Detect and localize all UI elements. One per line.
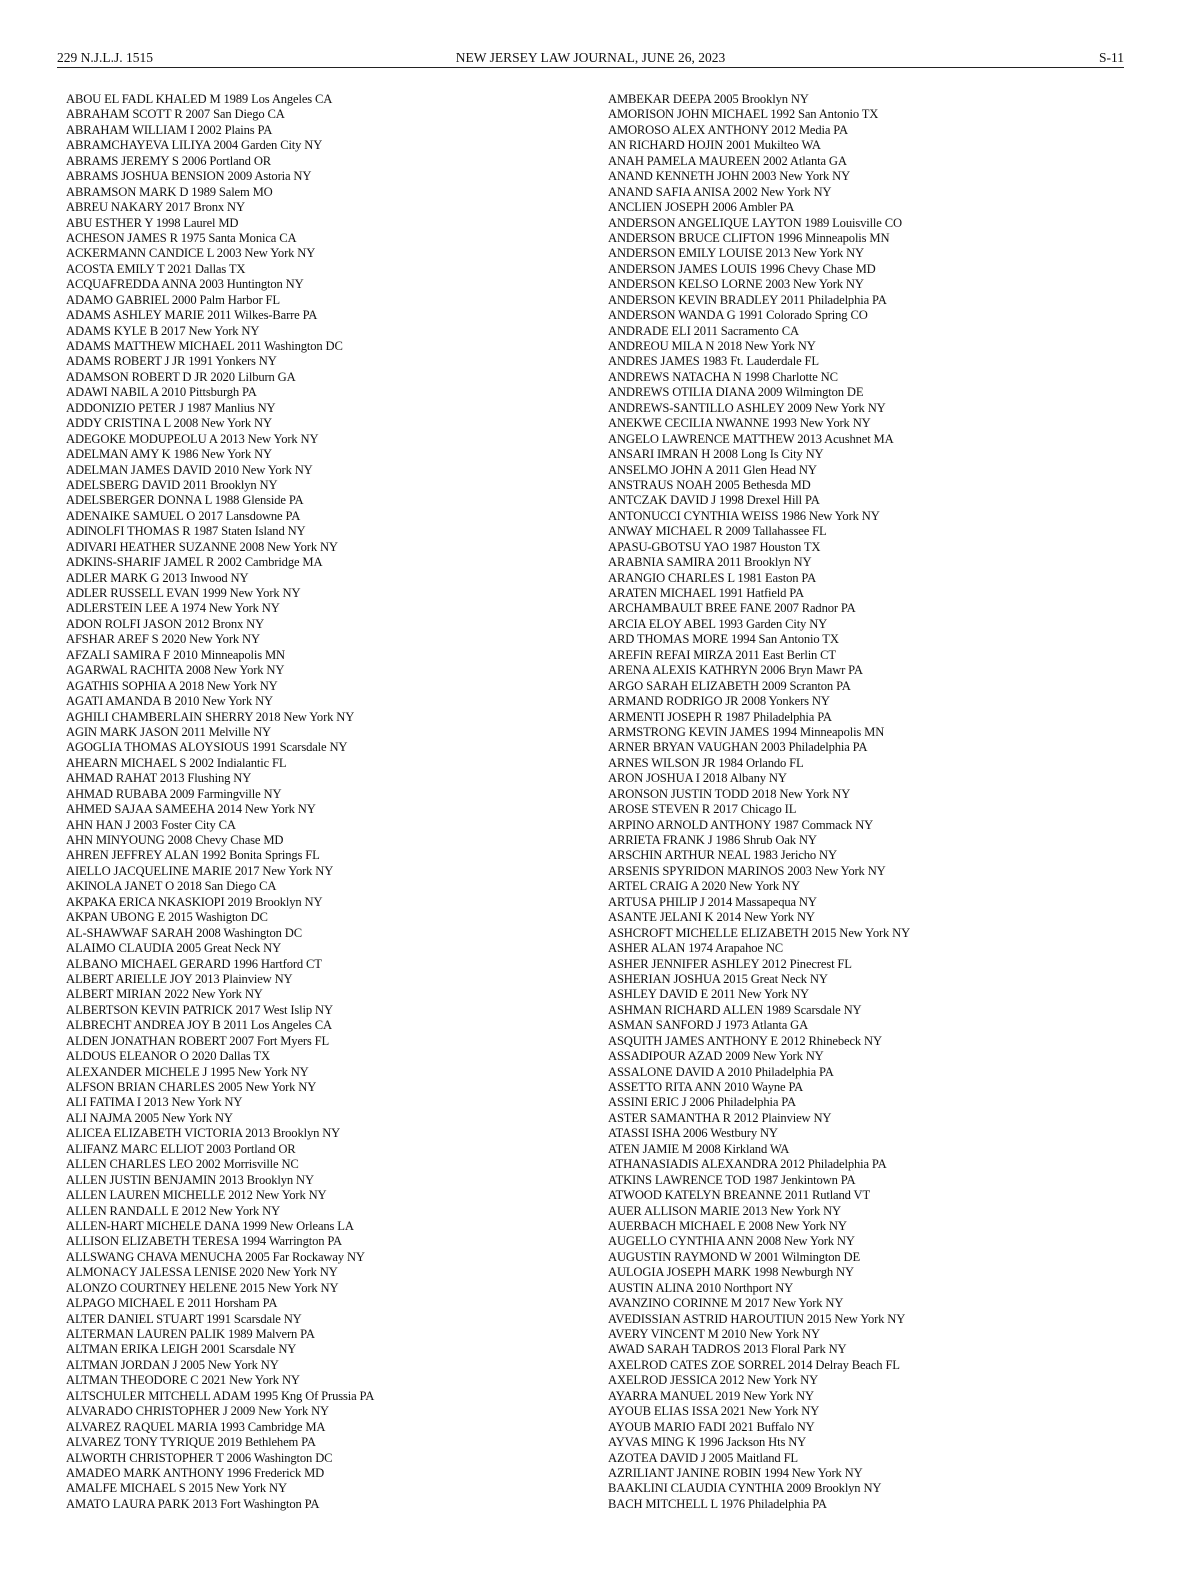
list-item: AIELLO JACQUELINE MARIE 2017 New York NY bbox=[66, 863, 334, 878]
list-item: AHEARN MICHAEL S 2002 Indialantic FL bbox=[66, 755, 287, 770]
list-item: ALTERMAN LAUREN PALIK 1989 Malvern PA bbox=[66, 1327, 315, 1341]
list-item: ALI FATIMA I 2013 New York NY bbox=[66, 1095, 243, 1110]
left-column-list bbox=[66, 92, 566, 1512]
list-item: ADAWI NABIL A 2010 Pittsburgh PA bbox=[66, 385, 257, 400]
list-item: ABRAMSON MARK D 1989 Salem MO bbox=[66, 184, 273, 199]
list-item: AYVAS MING K 1996 Jackson Hts NY bbox=[608, 1435, 807, 1450]
list-item: AYOUB MARIO FADI 2021 Buffalo NY bbox=[608, 1419, 815, 1434]
list-item: ARNES WILSON JR 1984 Orlando FL bbox=[608, 755, 804, 770]
list-item: ASQUITH JAMES ANTHONY E 2012 Rhinebeck NY bbox=[608, 1033, 882, 1048]
list-item: ABU ESTHER Y 1998 Laurel MD bbox=[66, 215, 239, 230]
publication-title: NEW JERSEY LAW JOURNAL, JUNE 26, 2023 bbox=[455, 50, 726, 65]
list-item: ASSINI ERIC J 2006 Philadelphia PA bbox=[608, 1095, 796, 1110]
list-item: ALDEN JONATHAN ROBERT 2007 Fort Myers FL bbox=[66, 1033, 330, 1048]
list-item: ARGO SARAH ELIZABETH 2009 Scranton PA bbox=[608, 678, 851, 693]
list-item: ADAMS ASHLEY MARIE 2011 Wilkes-Barre PA bbox=[66, 308, 318, 323]
list-item: AGOGLIA THOMAS ALOYSIOUS 1991 Scarsdale NY bbox=[66, 740, 348, 755]
list-item: AZRILIANT JANINE ROBIN 1994 New York NY bbox=[608, 1465, 863, 1480]
list-item: ALTMAN THEODORE C 2021 New York NY bbox=[66, 1373, 300, 1388]
list-item: BACH MITCHELL L 1976 Philadelphia PA bbox=[608, 1496, 827, 1511]
list-item: ANDREWS-SANTILLO ASHLEY 2009 New York NY bbox=[608, 400, 886, 415]
list-item: AUGELLO CYNTHIA ANN 2008 New York NY bbox=[608, 1234, 855, 1249]
list-item: ALBRECHT ANDREA JOY B 2011 Los Angeles CA bbox=[66, 1018, 332, 1033]
list-item: ASANTE JELANI K 2014 New York NY bbox=[608, 910, 815, 925]
list-item: ARCHAMBAULT BREE FANE 2007 Radnor PA bbox=[608, 601, 856, 616]
list-item: AKPAKA ERICA NKASKIOPI 2019 Brooklyn NY bbox=[66, 894, 323, 909]
list-item: ARMENTI JOSEPH R 1987 Philadelphia PA bbox=[608, 709, 832, 724]
list-item: ALTSCHULER MITCHELL ADAM 1995 Kng Of Prussia PA bbox=[66, 1388, 375, 1403]
list-item: ADINOLFI THOMAS R 1987 Staten Island NY bbox=[66, 524, 306, 539]
list-item: ALI NAJMA 2005 New York NY bbox=[66, 1110, 233, 1125]
list-item: ARSCHIN ARTHUR NEAL 1983 Jericho NY bbox=[608, 848, 837, 863]
list-item: ANWAY MICHAEL R 2009 Tallahassee FL bbox=[608, 524, 827, 539]
list-item: AXELROD CATES ZOE SORREL 2014 Delray Beach FL bbox=[608, 1357, 900, 1372]
list-item: ATASSI ISHA 2006 Westbury NY bbox=[608, 1126, 778, 1141]
list-item: ANDERSON WANDA G 1991 Colorado Spring CO bbox=[608, 308, 868, 323]
list-item: ASSADIPOUR AZAD 2009 New York NY bbox=[608, 1049, 824, 1064]
list-item: ALBERT MIRIAN 2022 New York NY bbox=[66, 987, 263, 1002]
list-item: ALMONACY JALESSA LENISE 2020 New York NY bbox=[66, 1265, 338, 1280]
page-header bbox=[57, 49, 1124, 68]
list-item: ABRAMCHAYEVA LILIYA 2004 Garden City NY bbox=[66, 138, 323, 153]
list-item: ANDERSON ANGELIQUE LAYTON 1989 Louisville CO bbox=[608, 215, 902, 230]
list-item: AMALFE MICHAEL S 2015 New York NY bbox=[66, 1481, 287, 1496]
list-item: AUGUSTIN RAYMOND W 2001 Wilmington DE bbox=[608, 1249, 861, 1264]
list-item: ADDY CRISTINA L 2008 New York NY bbox=[66, 416, 272, 431]
list-item: ANSARI IMRAN H 2008 Long Is City NY bbox=[608, 447, 824, 462]
list-item: ARONSON JUSTIN TODD 2018 New York NY bbox=[608, 786, 851, 801]
list-item: ALLEN-HART MICHELE DANA 1999 New Orleans LA bbox=[66, 1218, 354, 1233]
list-item: AMOROSO ALEX ANTHONY 2012 Media PA bbox=[608, 122, 848, 137]
list-item: AGARWAL RACHITA 2008 New York NY bbox=[66, 663, 285, 678]
list-item: ADLER MARK G 2013 Inwood NY bbox=[66, 570, 249, 585]
list-item: AGIN MARK JASON 2011 Melville NY bbox=[66, 724, 271, 739]
list-item: ALWORTH CHRISTOPHER T 2006 Washington DC bbox=[66, 1450, 333, 1465]
list-item: ASHER JENNIFER ASHLEY 2012 Pinecrest FL bbox=[608, 956, 852, 971]
list-item: ALVARADO CHRISTOPHER J 2009 New York NY bbox=[66, 1404, 329, 1419]
list-item: ABRAMS JOSHUA BENSION 2009 Astoria NY bbox=[66, 169, 312, 184]
list-item: AHN HAN J 2003 Foster City CA bbox=[66, 817, 236, 832]
list-item: ARATEN MICHAEL 1991 Hatfield PA bbox=[608, 586, 804, 600]
list-item: ASTER SAMANTHA R 2012 Plainview NY bbox=[608, 1110, 832, 1125]
list-item: AROSE STEVEN R 2017 Chicago IL bbox=[608, 802, 797, 817]
list-item: ABREU NAKARY 2017 Bronx NY bbox=[66, 200, 245, 215]
list-item: ANDERSON JAMES LOUIS 1996 Chevy Chase MD bbox=[608, 261, 876, 276]
list-item: AREFIN REFAI MIRZA 2011 East Berlin CT bbox=[608, 647, 836, 662]
list-item: ADAMS MATTHEW MICHAEL 2011 Washington DC bbox=[66, 339, 343, 353]
list-item: AHREN JEFFREY ALAN 1992 Bonita Springs FL bbox=[66, 848, 320, 863]
list-item: ANTONUCCI CYNTHIA WEISS 1986 New York NY bbox=[608, 508, 880, 523]
list-item: ANDREWS OTILIA DIANA 2009 Wilmington DE bbox=[608, 385, 864, 400]
list-item: ABRAMS JEREMY S 2006 Portland OR bbox=[66, 153, 272, 168]
list-item: ANAND KENNETH JOHN 2003 New York NY bbox=[608, 169, 851, 184]
list-item: AGATI AMANDA B 2010 New York NY bbox=[66, 694, 274, 709]
list-item: ANDERSON KELSO LORNE 2003 New York NY bbox=[608, 277, 864, 292]
list-item: ARENA ALEXIS KATHRYN 2006 Bryn Mawr PA bbox=[608, 663, 863, 678]
list-item: ASSALONE DAVID A 2010 Philadelphia PA bbox=[608, 1064, 834, 1079]
list-item: ADLER RUSSELL EVAN 1999 New York NY bbox=[66, 586, 301, 600]
list-item: ATHANASIADIS ALEXANDRA 2012 Philadelphia PA bbox=[608, 1157, 887, 1172]
list-item: ALVAREZ RAQUEL MARIA 1993 Cambridge MA bbox=[66, 1419, 326, 1434]
list-item: AUERBACH MICHAEL E 2008 New York NY bbox=[608, 1218, 847, 1233]
list-item: ALLEN RANDALL E 2012 New York NY bbox=[66, 1203, 281, 1218]
list-item: AULOGIA JOSEPH MARK 1998 Newburgh NY bbox=[608, 1265, 854, 1280]
list-item: ALEXANDER MICHELE J 1995 New York NY bbox=[66, 1064, 309, 1079]
list-item: AMORISON JOHN MICHAEL 1992 San Antonio TX bbox=[608, 107, 879, 122]
list-item: ANSTRAUS NOAH 2005 Bethesda MD bbox=[608, 477, 811, 492]
list-item: ALPAGO MICHAEL E 2011 Horsham PA bbox=[66, 1296, 278, 1311]
list-item: AVANZINO CORINNE M 2017 New York NY bbox=[608, 1296, 844, 1311]
list-item: ARRIETA FRANK J 1986 Shrub Oak NY bbox=[608, 833, 817, 847]
list-item: ACHESON JAMES R 1975 Santa Monica CA bbox=[66, 230, 297, 245]
list-item: AKPAN UBONG E 2015 Washigton DC bbox=[66, 910, 268, 925]
list-item: ANDREOU MILA N 2018 New York NY bbox=[608, 339, 816, 353]
list-item: ADAMSON ROBERT D JR 2020 Lilburn GA bbox=[66, 369, 296, 384]
list-item: AN RICHARD HOJIN 2001 Mukilteo WA bbox=[608, 138, 821, 153]
list-item: ATWOOD KATELYN BREANNE 2011 Rutland VT bbox=[608, 1188, 871, 1203]
list-item: AYOUB ELIAS ISSA 2021 New York NY bbox=[608, 1404, 820, 1419]
list-item: ADKINS-SHARIF JAMEL R 2002 Cambridge MA bbox=[66, 555, 323, 570]
list-item: ALLISON ELIZABETH TERESA 1994 Warrington PA bbox=[66, 1234, 343, 1249]
list-item: ADAMS ROBERT J JR 1991 Yonkers NY bbox=[66, 354, 277, 369]
list-item: ALLEN CHARLES LEO 2002 Morrisville NC bbox=[66, 1157, 299, 1172]
list-item: AVERY VINCENT M 2010 New York NY bbox=[608, 1327, 820, 1341]
list-item: ANGELO LAWRENCE MATTHEW 2013 Acushnet MA bbox=[608, 431, 894, 446]
list-item: ADLERSTEIN LEE A 1974 New York NY bbox=[66, 601, 280, 616]
list-item: AYARRA MANUEL 2019 New York NY bbox=[608, 1388, 814, 1403]
list-item: ANCLIEN JOSEPH 2006 Ambler PA bbox=[608, 200, 795, 215]
page-number: S-11 bbox=[1098, 50, 1124, 65]
list-item: ANDERSON EMILY LOUISE 2013 New York NY bbox=[608, 246, 864, 261]
list-item: BAAKLINI CLAUDIA CYNTHIA 2009 Brooklyn NY bbox=[608, 1481, 882, 1496]
list-item: ASSETTO RITA ANN 2010 Wayne PA bbox=[608, 1080, 804, 1094]
list-item: ALIFANZ MARC ELLIOT 2003 Portland OR bbox=[66, 1141, 296, 1156]
list-item: ABOU EL FADL KHALED M 1989 Los Angeles CA bbox=[66, 92, 333, 106]
list-item: ALLSWANG CHAVA MENUCHA 2005 Far Rockaway NY bbox=[66, 1249, 365, 1264]
list-item: ANDRES JAMES 1983 Ft. Lauderdale FL bbox=[608, 354, 819, 369]
list-item: AFSHAR AREF S 2020 New York NY bbox=[66, 632, 260, 647]
list-item: AGHILI CHAMBERLAIN SHERRY 2018 New York NY bbox=[66, 709, 355, 724]
list-item: AGATHIS SOPHIA A 2018 New York NY bbox=[66, 678, 278, 693]
list-item: AMBEKAR DEEPA 2005 Brooklyn NY bbox=[608, 92, 809, 106]
list-item: ARANGIO CHARLES L 1981 Easton PA bbox=[608, 570, 817, 585]
list-item: ARON JOSHUA I 2018 Albany NY bbox=[608, 771, 787, 786]
list-item: AMADEO MARK ANTHONY 1996 Frederick MD bbox=[66, 1465, 325, 1480]
list-item: ADELMAN AMY K 1986 New York NY bbox=[66, 447, 272, 462]
list-item: ADDONIZIO PETER J 1987 Manlius NY bbox=[66, 400, 276, 415]
list-item: ADIVARI HEATHER SUZANNE 2008 New York NY bbox=[66, 539, 338, 554]
list-item: ATKINS LAWRENCE TOD 1987 Jenkintown PA bbox=[608, 1172, 856, 1187]
list-item: AKINOLA JANET O 2018 San Diego CA bbox=[66, 879, 277, 894]
list-item: ALONZO COURTNEY HELENE 2015 New York NY bbox=[66, 1280, 339, 1295]
list-item: ARSENIS SPYRIDON MARINOS 2003 New York NY bbox=[608, 863, 886, 878]
list-item: ARMSTRONG KEVIN JAMES 1994 Minneapolis MN bbox=[608, 724, 885, 739]
list-item: AFZALI SAMIRA F 2010 Minneapolis MN bbox=[66, 647, 286, 662]
list-item: ALBERT ARIELLE JOY 2013 Plainview NY bbox=[66, 971, 293, 986]
list-item: ALVAREZ TONY TYRIQUE 2019 Bethlehem PA bbox=[66, 1435, 316, 1450]
list-item: ADAMO GABRIEL 2000 Palm Harbor FL bbox=[66, 292, 280, 307]
list-item: ASHER ALAN 1974 Arapahoe NC bbox=[608, 941, 784, 956]
list-item: ALLEN JUSTIN BENJAMIN 2013 Brooklyn NY bbox=[66, 1172, 314, 1187]
list-item: ADEGOKE MODUPEOLU A 2013 New York NY bbox=[66, 431, 319, 446]
list-item: ADELSBERGER DONNA L 1988 Glenside PA bbox=[66, 493, 304, 508]
list-item: ANTCZAK DAVID J 1998 Drexel Hill PA bbox=[608, 493, 820, 508]
list-item: ASHLEY DAVID E 2011 New York NY bbox=[608, 987, 809, 1002]
list-item: ARTUSA PHILIP J 2014 Massapequa NY bbox=[608, 894, 817, 909]
list-item: ARD THOMAS MORE 1994 San Antonio TX bbox=[608, 632, 839, 647]
list-item: ALLEN LAUREN MICHELLE 2012 New York NY bbox=[66, 1188, 327, 1203]
list-item: ASHERIAN JOSHUA 2015 Great Neck NY bbox=[608, 971, 828, 986]
list-item: ALTMAN JORDAN J 2005 New York NY bbox=[66, 1357, 279, 1372]
list-item: ALTER DANIEL STUART 1991 Scarsdale NY bbox=[66, 1311, 302, 1326]
list-item: ANDERSON KEVIN BRADLEY 2011 Philadelphia PA bbox=[608, 292, 887, 307]
list-item: ANDERSON BRUCE CLIFTON 1996 Minneapolis MN bbox=[608, 230, 890, 245]
list-item: ANAH PAMELA MAUREEN 2002 Atlanta GA bbox=[608, 153, 847, 168]
list-item: AHMED SAJAA SAMEEHA 2014 New York NY bbox=[66, 802, 316, 817]
list-item: ALTMAN ERIKA LEIGH 2001 Scarsdale NY bbox=[66, 1342, 297, 1357]
list-item: AZOTEA DAVID J 2005 Maitland FL bbox=[608, 1450, 798, 1465]
list-item: ALBANO MICHAEL GERARD 1996 Hartford CT bbox=[66, 956, 322, 971]
list-item: ALFSON BRIAN CHARLES 2005 New York NY bbox=[66, 1080, 317, 1094]
list-item: APASU-GBOTSU YAO 1987 Houston TX bbox=[608, 539, 821, 554]
citation: 229 N.J.L.J. 1515 bbox=[57, 50, 154, 65]
list-item: AMATO LAURA PARK 2013 Fort Washington PA bbox=[66, 1496, 320, 1511]
list-item: ADAMS KYLE B 2017 New York NY bbox=[66, 323, 260, 338]
list-item: ADELMAN JAMES DAVID 2010 New York NY bbox=[66, 462, 313, 477]
list-item: ARMAND RODRIGO JR 2008 Yonkers NY bbox=[608, 694, 830, 709]
list-item: AWAD SARAH TADROS 2013 Floral Park NY bbox=[608, 1342, 847, 1357]
list-item: AUER ALLISON MARIE 2013 New York NY bbox=[608, 1203, 841, 1218]
list-item: ADENAIKE SAMUEL O 2017 Lansdowne PA bbox=[66, 508, 301, 523]
list-item: ANAND SAFIA ANISA 2002 New York NY bbox=[608, 184, 832, 199]
list-item: ANEKWE CECILIA NWANNE 1993 New York NY bbox=[608, 416, 871, 431]
list-item: ASMAN SANFORD J 1973 Atlanta GA bbox=[608, 1018, 809, 1033]
list-item: ANDREWS NATACHA N 1998 Charlotte NC bbox=[608, 369, 838, 384]
list-item: ACKERMANN CANDICE L 2003 New York NY bbox=[66, 246, 316, 261]
right-column-list bbox=[608, 92, 1128, 1512]
list-item: ACQUAFREDDA ANNA 2003 Huntington NY bbox=[66, 277, 304, 292]
list-item: AHMAD RAHAT 2013 Flushing NY bbox=[66, 771, 252, 786]
list-item: ARNER BRYAN VAUGHAN 2003 Philadelphia PA bbox=[608, 740, 868, 755]
list-item: ARTEL CRAIG A 2020 New York NY bbox=[608, 879, 800, 894]
list-item: ALAIMO CLAUDIA 2005 Great Neck NY bbox=[66, 941, 282, 956]
list-item: ASHMAN RICHARD ALLEN 1989 Scarsdale NY bbox=[608, 1002, 862, 1017]
list-item: AUSTIN ALINA 2010 Northport NY bbox=[608, 1280, 794, 1295]
list-item: ACOSTA EMILY T 2021 Dallas TX bbox=[66, 261, 246, 276]
list-item: ABRAHAM SCOTT R 2007 San Diego CA bbox=[66, 107, 285, 122]
list-item: ALICEA ELIZABETH VICTORIA 2013 Brooklyn NY bbox=[66, 1126, 341, 1141]
list-item: AHN MINYOUNG 2008 Chevy Chase MD bbox=[66, 833, 284, 847]
list-item: ARCIA ELOY ABEL 1993 Garden City NY bbox=[608, 616, 828, 631]
list-item: ASHCROFT MICHELLE ELIZABETH 2015 New York NY bbox=[608, 925, 911, 940]
list-item: AXELROD JESSICA 2012 New York NY bbox=[608, 1373, 819, 1388]
list-item: ARABNIA SAMIRA 2011 Brooklyn NY bbox=[608, 555, 812, 570]
list-item: ADELSBERG DAVID 2011 Brooklyn NY bbox=[66, 477, 278, 492]
list-item: AVEDISSIAN ASTRID HAROUTIUN 2015 New York NY bbox=[608, 1311, 906, 1326]
list-item: ATEN JAMIE M 2008 Kirkland WA bbox=[608, 1141, 790, 1156]
list-item: ABRAHAM WILLIAM I 2002 Plains PA bbox=[66, 122, 273, 137]
list-item: ANDRADE ELI 2011 Sacramento CA bbox=[608, 323, 799, 338]
list-item: ADON ROLFI JASON 2012 Bronx NY bbox=[66, 616, 265, 631]
list-item: ALDOUS ELEANOR O 2020 Dallas TX bbox=[66, 1049, 270, 1064]
list-item: ARPINO ARNOLD ANTHONY 1987 Commack NY bbox=[608, 817, 874, 832]
list-item: AL-SHAWWAF SARAH 2008 Washington DC bbox=[66, 925, 302, 940]
list-item: AHMAD RUBABA 2009 Farmingville NY bbox=[66, 786, 282, 801]
list-item: ALBERTSON KEVIN PATRICK 2017 West Islip NY bbox=[66, 1002, 333, 1017]
list-item: ANSELMO JOHN A 2011 Glen Head NY bbox=[608, 462, 817, 477]
